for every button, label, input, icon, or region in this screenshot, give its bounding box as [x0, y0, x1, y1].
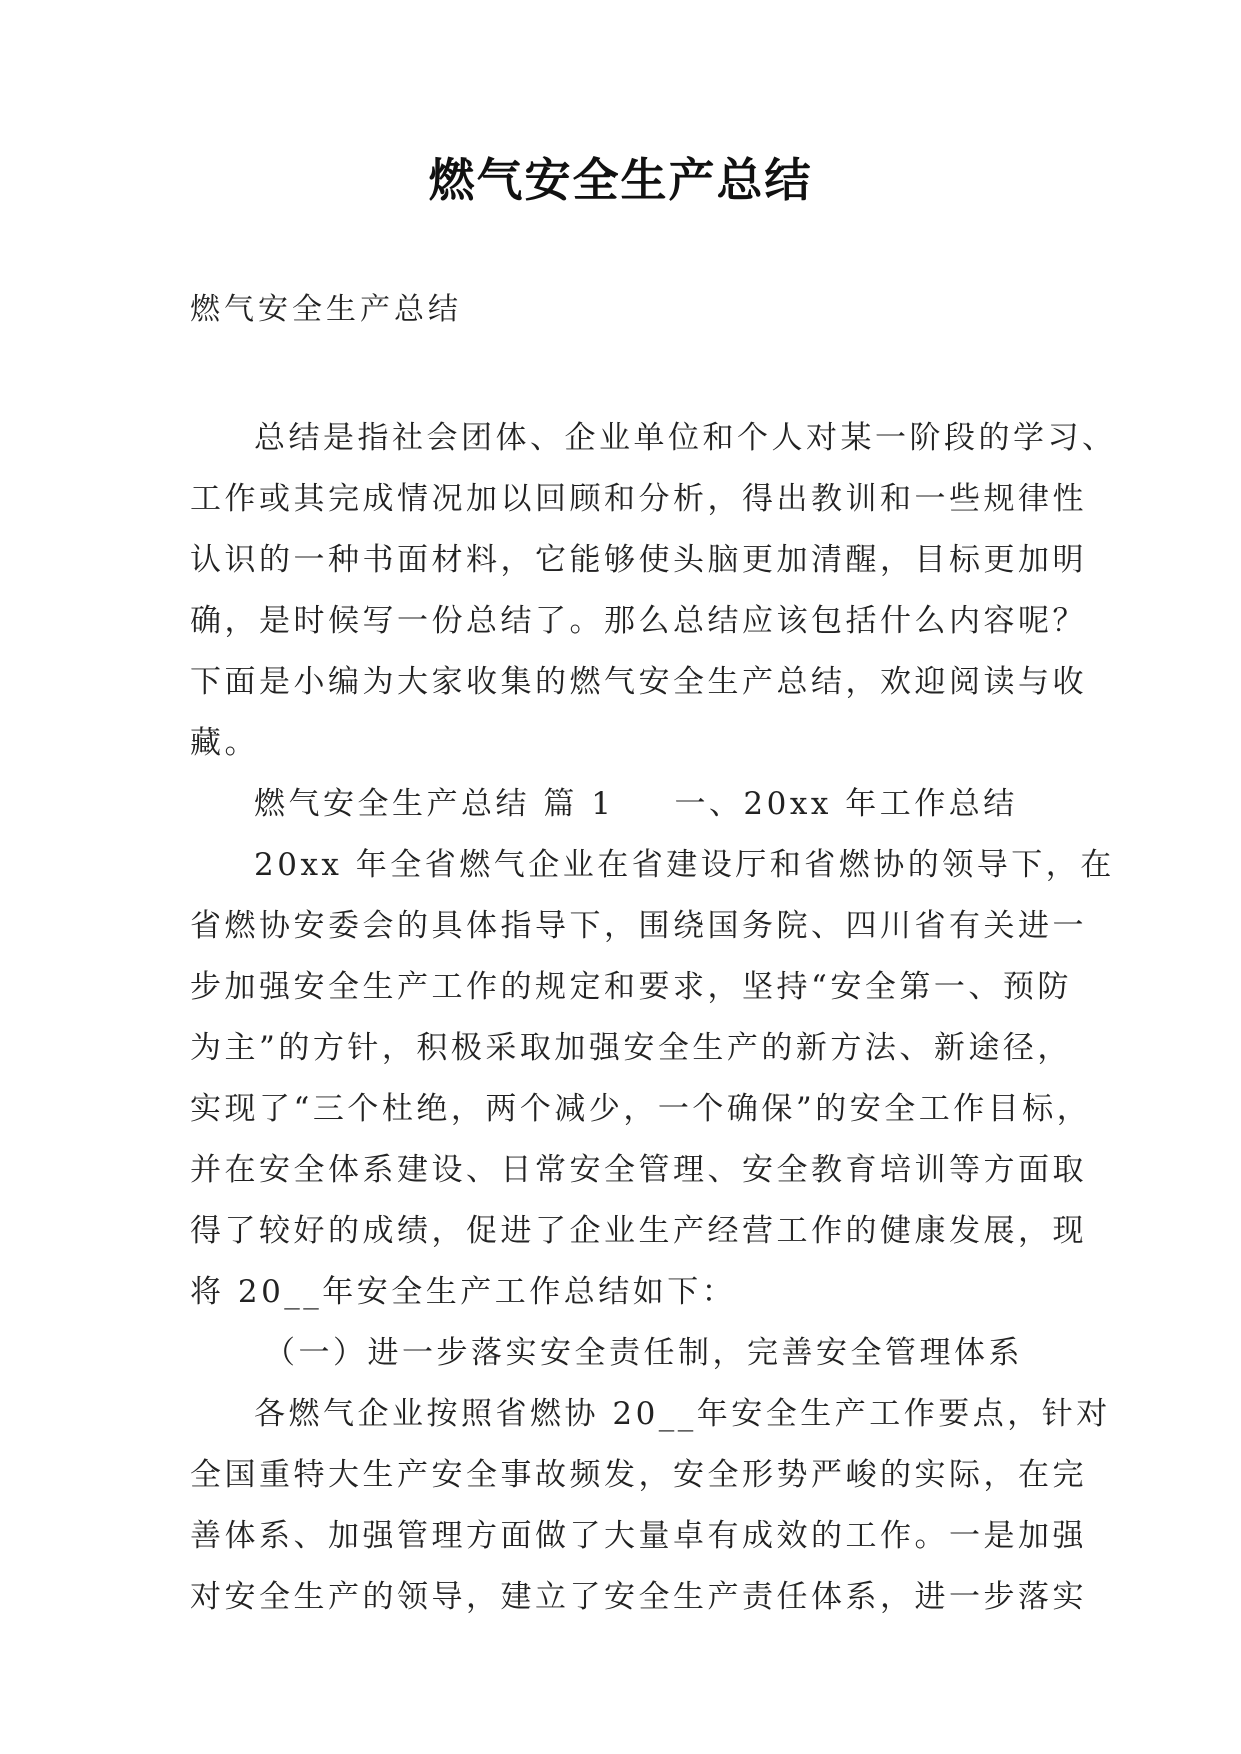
paragraph-line: 将 20__年安全生产工作总结如下：: [190, 1274, 737, 1310]
paragraph-line: 全国重特大生产安全事故频发，安全形势严峻的实际，在完: [190, 1457, 1087, 1493]
paragraph-line: 工作或其完成情况加以回顾和分析，得出教训和一些规律性: [190, 481, 1087, 517]
paragraph-line: 确，是时候写一份总结了。那么总结应该包括什么内容呢？: [190, 603, 1087, 639]
paragraph-line: 藏。: [190, 725, 259, 761]
paragraph-line: 得了较好的成绩，促进了企业生产经营工作的健康发展，现: [190, 1213, 1087, 1249]
article-label: 燃气安全生产总结 篇 1: [254, 786, 615, 822]
section-heading: 一、20xx 年工作总结: [674, 786, 1018, 822]
section-heading-line: [190, 774, 1090, 835]
document-subtitle: 燃气安全生产总结: [190, 292, 462, 327]
paragraph-line: 对安全生产的领导，建立了安全生产责任体系，进一步落实: [190, 1579, 1087, 1615]
paragraph-line: 各燃气企业按照省燃协 20__年安全生产工作要点，针对: [254, 1396, 1111, 1432]
paragraph-line: 善体系、加强管理方面做了大量卓有成效的工作。一是加强: [190, 1518, 1087, 1554]
paragraph-line: 省燃协安委会的具体指导下，围绕国务院、四川省有关进一: [190, 908, 1087, 944]
paragraph-line: 为主”的方针，积极采取加强安全生产的新方法、新途径，: [190, 1030, 1072, 1066]
paragraph-line: 下面是小编为大家收集的燃气安全生产总结，欢迎阅读与收: [190, 664, 1087, 700]
paragraph-line: 认识的一种书面材料，它能够使头脑更加清醒，目标更加明: [190, 542, 1087, 578]
paragraph-line: 并在安全体系建设、日常安全管理、安全教育培训等方面取: [190, 1152, 1087, 1188]
document-title: 燃气安全生产总结: [428, 153, 813, 207]
paragraph-line: 总结是指社会团体、企业单位和个人对某一阶段的学习、: [254, 420, 1117, 456]
document-body: [190, 408, 1117, 1628]
paragraph-line: 步加强安全生产工作的规定和要求，坚持“安全第一、预防: [190, 969, 1072, 1005]
paragraph-line: 20xx 年全省燃气企业在省建设厅和省燃协的领导下，在: [254, 847, 1115, 883]
paragraph-line: 实现了“三个杜绝，两个减少，一个确保”的安全工作目标，: [190, 1091, 1092, 1127]
subsection-heading: （一）进一步落实安全责任制，完善安全管理体系: [264, 1335, 1023, 1371]
